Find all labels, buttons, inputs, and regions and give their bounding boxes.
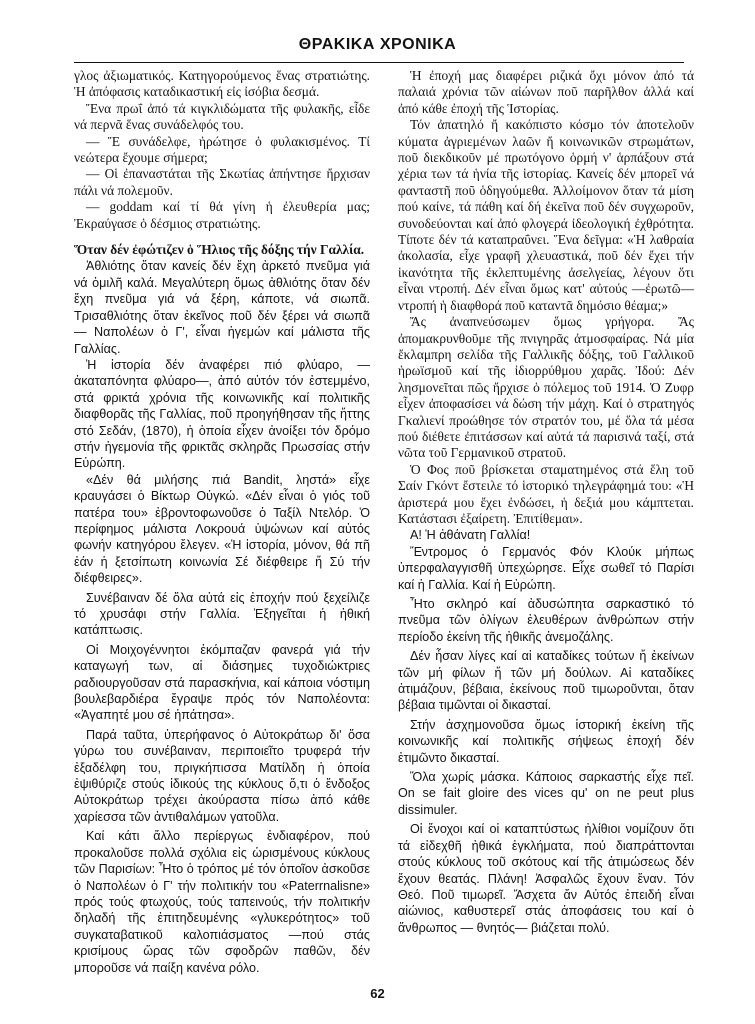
paragraph: Α! Ἡ ἀθάνατη Γαλλία! [410, 528, 531, 543]
paragraph: γλος ἀξιωματικός. Κατηγορούμενος ἕνας στρατιώτης. Ἡ ἀπόφασις καταδικαστική εἰς ἰσόβια δεσμά. [74, 68, 370, 100]
running-header: ΘΡΑΚΙΚΑ ΧΡΟΝΙΚΑ [298, 36, 457, 53]
paragraph: Στήν ἀσχημονοῦσα ὅμως ἱστορική ἐκείνη τῆς κοινωνικῆς καί πολιτικῆς σήψεως ἐποχή δέν ἐτιμῶντο δικασταί. [398, 717, 694, 765]
paragraph: Ὁ Φος ποῦ βρίσκεται σταματημένος στά ἕλη τοῦ Σαίν Γκόντ ἔστειλε τό ἱστορικό τηλεγράφημά του: «Ἡ ἀριστερά μου ἔχει ἐνδώσει, ἡ δεξιά μου κάμπτεται. Κατάστασι ἐξαίρετη. Ἐπιτίθεμαι». [398, 461, 694, 526]
paragraph: Ἕνα πρωΐ ἀπό τά κιγκλιδώματα τῆς φυλακῆς, εἶδε νά περνᾶ ἕνας συνάδελφός του. [74, 100, 370, 133]
paragraph: Ἄς ἀναπνεύσωμεν ὅμως γρήγορα. Ἄς ἀπομακρυνθοῦμε τῆς πνιγηρᾶς ἀτμοσφαίρας. Νά μία ἔκλαμπρη σελίδα τῆς Γαλλικῆς δόξης, τοῦ Γαλλικοῦ ἡρωϊσμοῦ καί τῆς ἰδιορρύθμου χαρᾶς. Ἰδού: Δέν λησμονεῖται πῶς ἤρχισε ὁ πόλεμος τοῦ 1914. Ὁ Ζυφρ εἶχεν ἀποφασίσει νά δώση τήν μάχη. Καί ὁ στρατηγός Γκαλιενί προώθησε τόν στρατόν του, μέ ὅλα τά μέσα πού διέθετε ἐπιτάσσων καί αὐτά τά παρισινά ταξί, στά νῶτα τοῦ Γερμανικοῦ στρατοῦ. [398, 314, 694, 461]
paragraph: Ἡ ἐποχή μας διαφέρει ριζικά ὄχι μόνον ἀπό τά παλαιά χρόνια τῶν αἰώνων ποῦ παρῆλθον ἀλλά καί ἀπό κάθε ἐποχή τῆς Ἱστορίας. [398, 68, 694, 116]
page-number: 62 [370, 986, 385, 1001]
paragraph: Συνέβαιναν δέ ὅλα αὐτά εἰς ἐποχήν πού ξεχείλιζε τό χρυσάφι στήν Γαλλία. Ἐξηγεῖται ἡ ἠθική κατάπτωσις. [74, 590, 370, 638]
paragraph: Ἀθλιότης ὅταν κανείς δέν ἔχη ἀρκετό πνεῦμα γιά νά ὁμιλῆ καλά. Μεγαλύτερη ὅμως ἀθλιότης ὅταν δέν ἔχη πνεῦμα γιά νά ξέρη, κάποτε, νά σιωπᾶ. Τρισαθλιότης ὅταν ἐκεῖνος ποῦ δέν ξέρει νά σιωπᾶ — Ναπολέων ὁ Γ', εἶναι ἡγεμών καί μάλιστα τῆς Γαλλίας. [74, 259, 370, 356]
paragraph: Δέν ἦσαν λίγες καί αἱ καταδίκες τούτων ἤ ἐκείνων τῶν μή φίλων ἤ τῶν μή δούλων. Αἱ καταδίκες ἀτιμάζουν, βέβαια, ἐκείνους ποῦ τιμωροῦνται, ὅταν βέβαια τιμῶνται οἱ δικασταί. [398, 649, 694, 713]
section-heading: Ὅταν δέν ἐφώτιζεν ὁ Ἥλιος τῆς δόξης τήν Γαλλία. [74, 242, 365, 258]
paragraph: Οἱ Μοιχογέννητοι ἐκόμπαζαν φανερά γιά τήν καταγωγή των, αἱ διάσημες τυχοδιώκτριες ραδιουργοῦσαν στά παρασκήνια, καί κάποια νόστιμη βουλεβαρδιέρα ἔγραψε πρός τόν Ναπολέοντα: «Ἀγαπητέ μου σέ ἠπάτησα». [74, 642, 370, 723]
paragraph: Οἱ ἔνοχοι καί οἱ καταπτύστως ἠλίθιοι νομίζουν ὅτι τά εἰδεχθῆ ἠθικά ἐγκλήματα, πού διαπράττονται στούς κύκλους τοῦ σκότους καί τῆς ἀτιμώσεως δέν ἔχουν θεατάς. Πλάνη! Ἀσφαλῶς ἔχουν ἕναν. Τόν Θεό. Ποῦ τιμωρεῖ. Ἄσχετα ἄν Αὐτός ἐπειδή εἶναι αἰώνιος, καθυστερεῖ στάς ἀποφάσεις του καί ὁ ἄνθρωπος — θνητός— βιάζεται πολύ. [398, 822, 694, 935]
paragraph: Ἦτο σκληρό καί ἀδυσώπητα σαρκαστικό τό πνεῦμα τῶν ὀλίγων ἐλευθέρων ἀνθρώπων στήν περίοδο ἐκείνη τῆς ἠθικῆς ἀνεμοζάλης. [398, 597, 694, 644]
paragraph: Ἔντρομος ὁ Γερμανός Φόν Κλούκ μήπως ὑπερφαλαγγισθῆ ὑπεχώρησε. Εἶχε σωθεῖ τό Παρίσι καί ἡ Γαλλία. Καί ἡ Εὐρώπη. [398, 544, 694, 592]
paragraph: — goddam καί τί θά γίνη ἡ ἐλευθερία μας; Ἐκραύγασε ὁ δέσμιος στρατιώτης. [74, 199, 370, 231]
paragraph: Ὅλα χωρίς μάσκα. Κάποιος σαρκαστής εἶχε πεῖ. On se fait gloire des vices qu' on ne peut plus dissimuler. [398, 770, 694, 817]
paragraph: — Οἱ ἐπαναστάται τῆς Σκωτίας ἀπήντησε ἤρχισαν πάλι νά πολεμοῦν. [74, 166, 370, 198]
paragraph: «Δέν θά μιλήσης πιά Bandit, ληστά» εἶχε κραυγάσει ὁ Βίκτωρ Οὐγκώ. «Δέν εἶναι ὁ γιός τοῦ πατέρα του» ἐβροντοφωνοῦσε ὁ Ταξίλ Ντελόρ. Ὁ περίφημος μάλιστα Λοκρουά ὑψώνων καί αὐτός φωνήν κατηγόρου ἔλεγεν. «Ἡ ἱστορία, μόνον, θά πῆ ἐάν ἡ ξετσίπωτη κοινωνία Σέ διέφθειρε ἤ Σύ τήν διέφθειρες». [74, 472, 370, 586]
paragraph: Καί κάτι ἄλλο περίεργως ἐνδιαφέρον, πού προκαλοῦσε πολλά σχόλια εἰς ὡρισμένους κύκλους τῶν Παρισίων: Ἦτο ὁ τρόπος μέ τόν ὁποῖον ἀσκοῦσε ὁ Ναπολέων ὁ Γ' τήν πολιτικήν του «Paterrnalisne» πρός τούς φτωχούς, τούς ταπεινούς, τήν πολιτικήν δηλαδή τῆς ἐπιτηδευμένης «γλυκερότητος» τοῦ συγκαταβατικοῦ καλοπιάσματος —πού στάς κρισίμους ὥρας τῶν σφοδρῶν παθῶν, δέν μποροῦσε νά παίξη κανένα ρόλο. [74, 829, 371, 975]
paragraph: — Ἕ συνάδελφε, ἠρώτησε ὁ φυλακισμένος. Τί νεώτερα ἔχουμε σήμερα; [74, 133, 370, 166]
paragraph: Τόν ἀπατηλό ἤ κακόπιστο κόσμο τόν ἀποτελοῦν κύματα ἀγριεμένων λαῶν ἤ κοινωνικῶν στρωμάτων, ποῦ διεκδικοῦν μέ πρωτόγονο ὁρμή ν' ἁρπάξουν στά χέρια των τά ἡνία τῆς ἱστορίας. Κανείς δέν μπορεῖ νά φανταστῆ ποῦ ὁδηγούμεθα. Ἀλλοίμονον ὅταν τά μίση πού καίνε, τά πάθη καί δή ἐκεῖνα ποῦ δέν συγχωροῦν, συνοδεύονται καί ἀπό φλογερά ἰδεολογική ἐχθρότητα. Τίποτε δέν τά καταπραΰνει. Ἕνα δεῖγμα: «Ἡ λαθραία ἀκολασία, εἶχε γραφῆ χλευαστικά, ποῦ δέν ἔχει τήν ἱκανότητα τῆς ἐκλεπτυμένης ἀσελγείας, λέγουν ὅτι εἶναι ντροπή. Δέν εἶναι ὅμως κατ' αὐτούς —ἐρωτῶ—ντροπή ἡ διαφθορά ποῦ καταντᾶ δημόσιο θέαμα;» [398, 117, 694, 313]
header-rule [74, 62, 684, 63]
left-column [74, 68, 370, 976]
right-column [398, 68, 694, 936]
paragraph: Παρά ταῦτα, ὑπερήφανος ὁ Αὐτοκράτωρ δι' ὅσα γύρω του συνέβαιναν, περιποιεῖτο τρυφερά τήν ἐξαδέλφη του, πριγκήπισσα Ματίλδη ἡ ὁποία ἐψιθύριζε στούς ἰδικούς της κύκλους ὅ,τι ὁ ἔνδοξος Αὐτοκράτωρ τρέχει ἀκούραστα πίσω ἀπό κάθε χαρίεσσα τῶν ἀντιθαλάμων γατοῦλα. [74, 727, 370, 824]
paragraph: Ἡ ἱστορία δέν ἀναφέρει πιό φλύαρο, — ἀκαταπόνητα φλύαρο—, ἀπό αὐτόν τόν ἐστεμμένο, στά φρικτά χρόνια τῆς κοινωνικῆς καί πολιτικῆς διαφθορᾶς τῆς Γαλλίας, ποῦ προηγήθησαν τῆς ἥττης στό Σεδάν, (1870), ἡ ὁποία εἶχεν ἀνοίξει τόν δρόμο στήν ἡγεμονία τῆς φρικτᾶς σκληρᾶς Πρωσσίας στήν Εὐρώπη. [74, 357, 370, 471]
